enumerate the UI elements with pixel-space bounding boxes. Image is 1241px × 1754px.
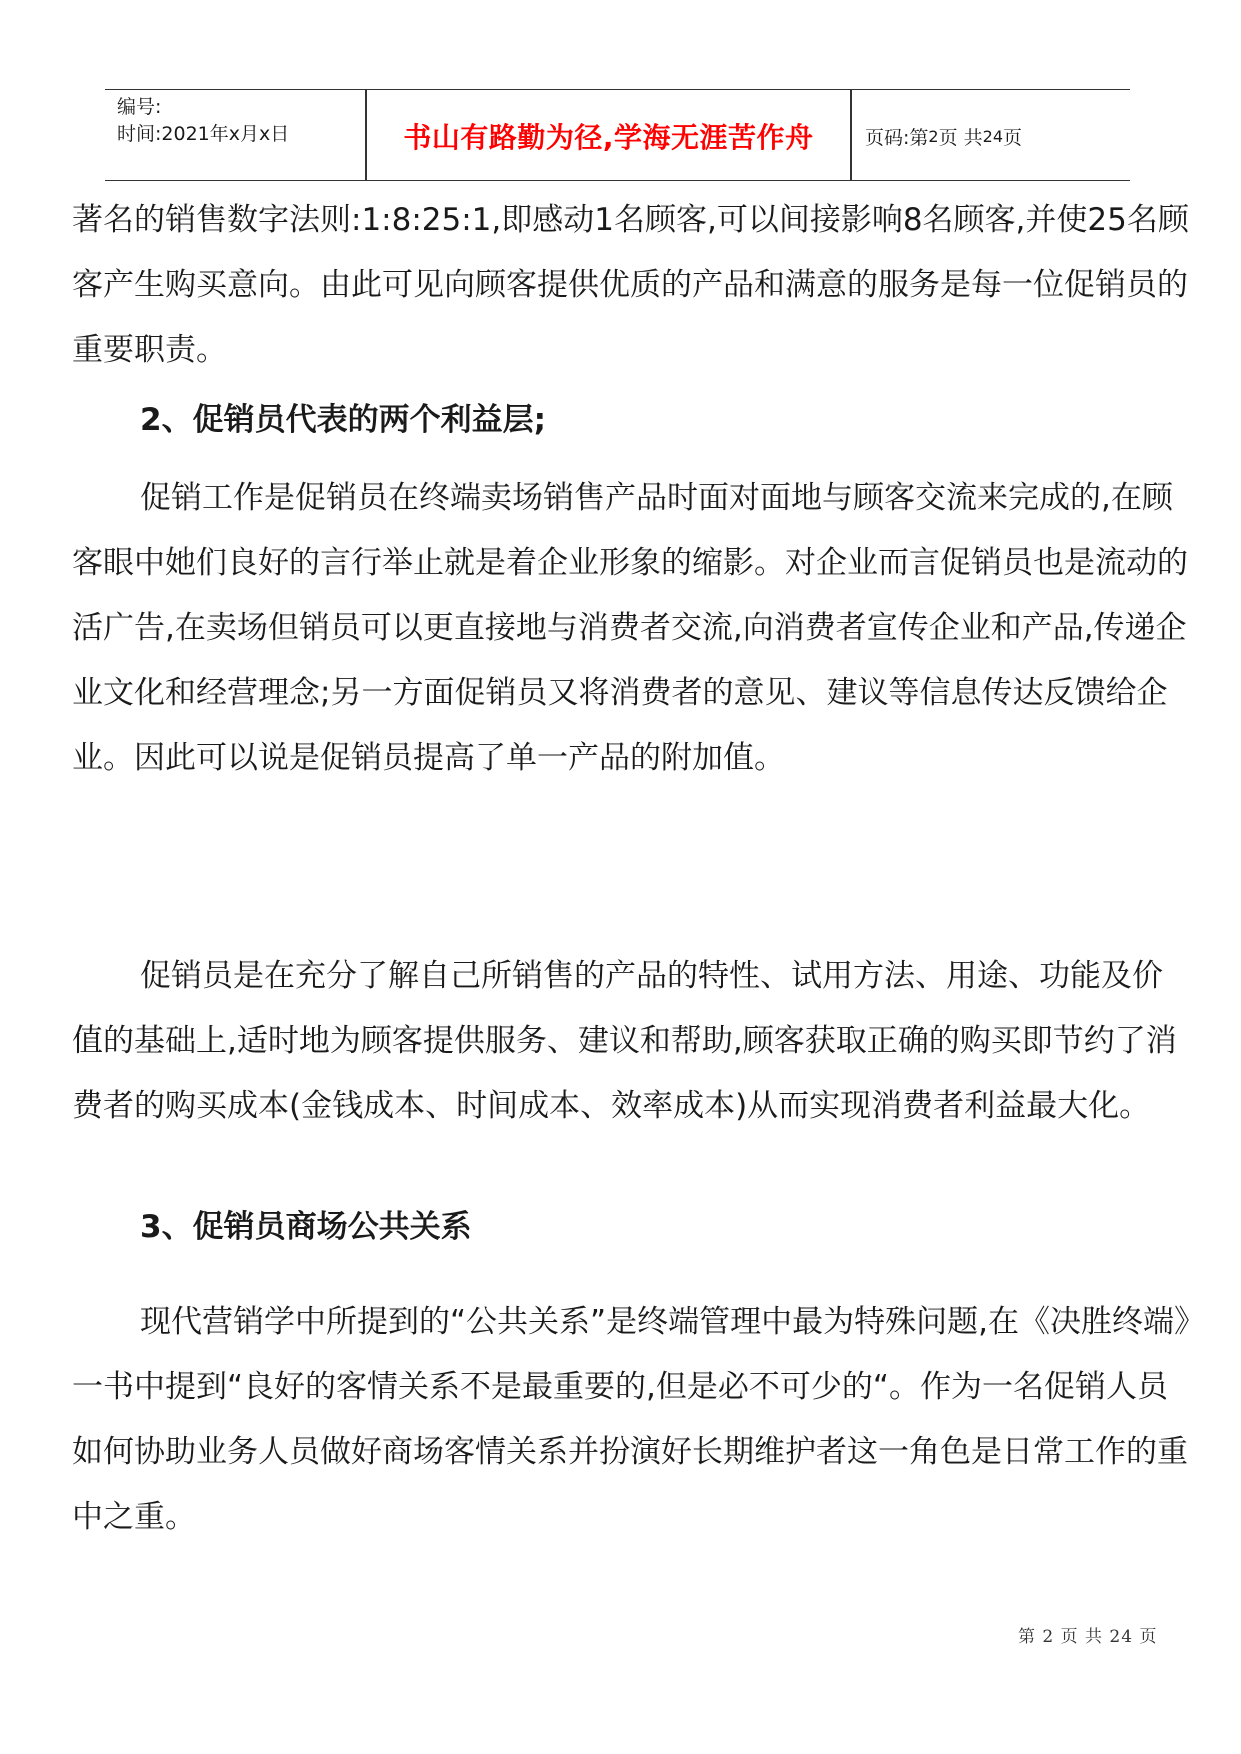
page-number: 2 <box>928 126 939 146</box>
paragraph-4: 现代营销学中所提到的“公共关系”是终端管理中最为特殊问题,在《决胜终端》一书中提到“良好的客情关系不是最重要的,但是必不可少的“。作为一名促销人员如何协助业务人员做好商场客情关系并扮演好长期维护者这一角色是日常工作的重中之重。 <box>72 1304 1190 1535</box>
paragraph-1: 著名的销售数字法则:1:8:25:1,即感动1名顾客,可以间接影响8名顾客,并使25名顾客产生购买意向。由此可见向顾客提供优质的产品和满意的服务是每一位促销员的重要职责。 <box>72 202 1189 368</box>
page-prefix: 页码:第 <box>865 126 929 149</box>
document-number-label: 编号: <box>117 96 162 118</box>
header-meta <box>117 94 289 148</box>
page-header <box>105 89 1130 181</box>
page-total: 24 <box>982 126 1003 146</box>
section-heading-3: 3、促销员商场公共关系 <box>140 1209 472 1245</box>
paragraph-2: 促销工作是促销员在终端卖场销售产品时面对面地与顾客交流来完成的,在顾客眼中她们良好的言行举止就是着企业形象的缩影。对企业而言促销员也是流动的活广告,在卖场但销员可以更直接地与消费者交流,向消费者宣传企业和产品,传递企业文化和经营理念;另一方面促销员又将消费者的意见、建议等信息传达反馈给企业。因此可以说是促销员提高了单一产品的附加值。 <box>72 480 1188 776</box>
page-suffix: 页 <box>1003 126 1023 149</box>
page-mid: 页 共 <box>938 126 983 149</box>
header-page-info <box>865 90 1022 182</box>
paragraph-3: 促销员是在充分了解自己所销售的产品的特性、试用方法、用途、功能及价值的基础上,适时地为顾客提供服务、建议和帮助,顾客获取正确的购买即节约了消费者的购买成本(金钱成本、时间成本、效率成本)从而实现消费者利益最大化。 <box>72 958 1177 1124</box>
header-motto: 书山有路勤为径,学海无涯苦作舟 <box>403 121 814 154</box>
page-footer: 第 2 页 共 24 页 <box>1018 1627 1158 1647</box>
document-time-label: 时间:2021年x月x日 <box>117 123 290 145</box>
section-heading-2: 2、促销员代表的两个利益层; <box>140 402 546 438</box>
header-divider-right <box>850 90 852 180</box>
